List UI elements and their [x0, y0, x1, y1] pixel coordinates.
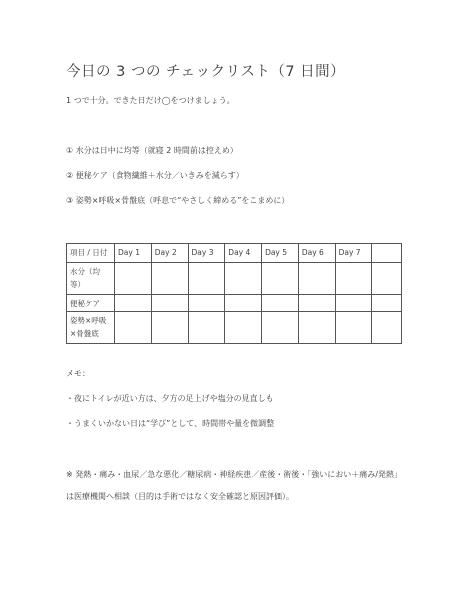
- header-cell-day1: Day 1: [115, 244, 152, 263]
- extra-cell[interactable]: [372, 312, 402, 344]
- memo-item-night-toilet: ・夜にトイレが近い方は、夕方の足上げや塩分の見直しも: [66, 394, 274, 403]
- table-row: [67, 295, 402, 312]
- memo-item-adjust: ・うまくいかない日は“学び”として、時間帯や量を微調整: [66, 419, 275, 428]
- extra-cell[interactable]: [372, 295, 402, 312]
- check-cell[interactable]: [298, 295, 335, 312]
- goal-posture-breathing: ③ 姿勢×呼吸×骨盤底（呼息で“やさしく締める”をこまめに）: [66, 196, 290, 205]
- header-cell-item: 項目 / 日付: [67, 244, 115, 263]
- check-cell[interactable]: [335, 312, 372, 344]
- checklist-table: [66, 243, 402, 344]
- header-cell-day7: Day 7: [335, 244, 372, 263]
- check-cell[interactable]: [115, 295, 152, 312]
- check-cell[interactable]: [298, 263, 335, 295]
- header-cell-day3: Day 3: [188, 244, 225, 263]
- check-cell[interactable]: [262, 312, 299, 344]
- goal-hydration: ① 水分は日中に均等（就寝 2 時間前は控えめ）: [66, 146, 238, 155]
- check-cell[interactable]: [335, 263, 372, 295]
- header-cell-day6: Day 6: [298, 244, 335, 263]
- row-label-hydration: 水分（均等）: [67, 263, 115, 295]
- table-row: [67, 312, 402, 344]
- check-cell[interactable]: [115, 312, 152, 344]
- check-cell[interactable]: [188, 312, 225, 344]
- check-cell[interactable]: [188, 263, 225, 295]
- check-cell[interactable]: [151, 263, 188, 295]
- check-cell[interactable]: [151, 295, 188, 312]
- header-cell-day2: Day 2: [151, 244, 188, 263]
- row-label-posture: 姿勢×呼吸×骨盤底: [67, 312, 115, 344]
- check-cell[interactable]: [262, 263, 299, 295]
- check-cell[interactable]: [225, 295, 262, 312]
- check-cell[interactable]: [151, 312, 188, 344]
- table-header-row: [67, 244, 402, 263]
- check-cell[interactable]: [225, 312, 262, 344]
- header-cell-day5: Day 5: [262, 244, 299, 263]
- check-cell[interactable]: [188, 295, 225, 312]
- table-row: [67, 263, 402, 295]
- check-cell[interactable]: [115, 263, 152, 295]
- row-label-constipation: 便秘ケア: [67, 295, 115, 312]
- header-cell-day4: Day 4: [225, 244, 262, 263]
- memo-label: メモ：: [66, 369, 90, 378]
- medical-note: ※ 発熱・痛み・血尿／急な悪化／糖尿病・神経疾患／産後・術後・「強いにおい＋痛み/発熱」は医療機関へ相談（目的は手術ではなく安全確認と原因評価）。: [66, 470, 402, 501]
- extra-cell[interactable]: [372, 263, 402, 295]
- intro-text: 1 つで十分。できた日だけ◯をつけましょう。: [66, 96, 235, 105]
- page-title: 今日の 3 つの チェックリスト（7 日間）: [66, 64, 346, 80]
- header-cell-extra: [372, 244, 402, 263]
- goal-constipation-care: ② 便秘ケア（食物繊維＋水分／いきみを減らす）: [66, 171, 244, 180]
- check-cell[interactable]: [225, 263, 262, 295]
- check-cell[interactable]: [335, 295, 372, 312]
- check-cell[interactable]: [298, 312, 335, 344]
- check-cell[interactable]: [262, 295, 299, 312]
